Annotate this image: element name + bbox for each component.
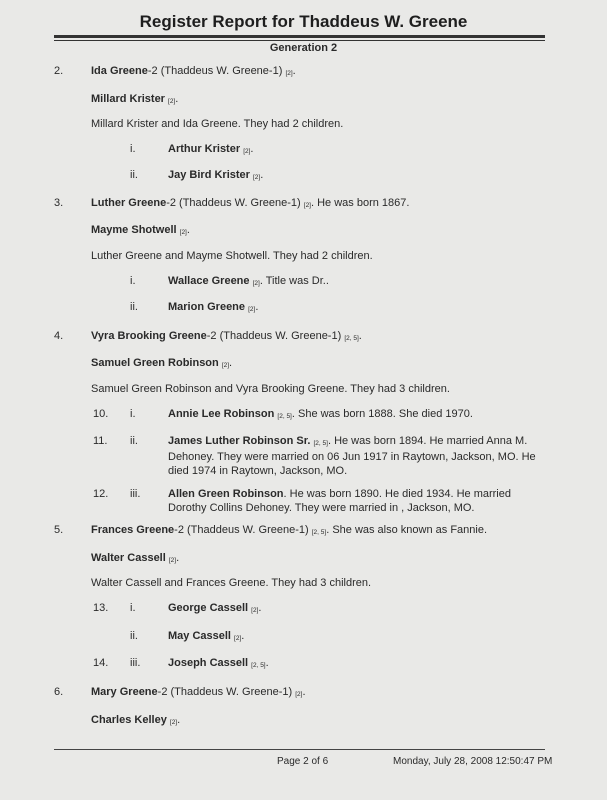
spouse-line: Samuel Green Robinson [2]. <box>91 357 233 369</box>
source-ref: [2] <box>221 362 230 369</box>
lineage: -2 (Thaddeus W. Greene-1) <box>157 686 293 698</box>
child-roman: ii. <box>130 169 138 181</box>
source-ref: [2, 5] <box>313 440 328 447</box>
child-number: 10. <box>93 408 109 420</box>
source-ref: [2] <box>303 202 311 209</box>
child-line: Jay Bird Krister [2]. <box>168 169 264 181</box>
entry-number: 6. <box>54 686 64 698</box>
child-name: Marion Greene <box>168 301 246 313</box>
entry-detail: . She was also known as Fannie. <box>326 524 488 536</box>
child-name: Annie Lee Robinson <box>168 408 275 420</box>
spouse-name: Mayme Shotwell <box>91 224 177 236</box>
spouse-name: Samuel Green Robinson <box>91 357 219 369</box>
report-timestamp: Monday, July 28, 2008 12:50:47 PM <box>393 756 553 767</box>
source-ref: [2, 5] <box>277 413 292 420</box>
lineage: -2 (Thaddeus W. Greene-1) <box>174 524 309 536</box>
child-line: George Cassell [2]. <box>168 602 262 614</box>
entry-detail: . He was born 1867. <box>311 197 410 209</box>
child-line: May Cassell [2]. <box>168 630 245 642</box>
footer-rule <box>54 749 545 750</box>
person-name: Mary Greene <box>91 686 158 698</box>
child-line: Wallace Greene [2]. Title was Dr.. <box>168 275 329 287</box>
child-name: Jay Bird Krister <box>168 169 250 181</box>
child-name: Allen Green Robinson <box>168 488 284 500</box>
child-roman: i. <box>130 602 136 614</box>
person-name: Ida Greene <box>91 65 148 77</box>
child-line: Marion Greene [2]. <box>168 301 259 313</box>
person-name: Vyra Brooking Greene <box>91 330 207 342</box>
family-line: Luther Greene and Mayme Shotwell. They had 2 children. <box>91 250 373 262</box>
source-ref: [2] <box>168 98 176 105</box>
child-name: Wallace Greene <box>168 275 250 287</box>
report-title: Register Report for Thaddeus W. Greene <box>139 12 468 31</box>
source-ref: [2] <box>169 719 178 726</box>
child-line: Annie Lee Robinson [2, 5]. She was born 1888. She died 1970. <box>168 408 473 420</box>
spouse-line: Charles Kelley [2]. <box>91 714 181 726</box>
title-rule-thick <box>54 35 545 38</box>
child-number: 12. <box>93 488 109 500</box>
source-ref: [2] <box>251 607 259 614</box>
family-line: Millard Krister and Ida Greene. They had 2 children. <box>91 118 344 130</box>
child-name: James Luther Robinson Sr. <box>168 435 311 447</box>
entry-line <box>91 685 306 701</box>
child-line: James Luther Robinson Sr. [2, 5]. He was born 1894. He married Anna M. Dehoney. They were married on 06 Jun 1917 in Raytown, Jackson, MO. He died 1974 in Raytown, Jackson, MO. <box>168 435 536 477</box>
child-line: Allen Green Robinson. He was born 1890. He died 1934. He married Dorothy Collins Dehoney. They were married in , Jackson, MO. <box>168 488 511 514</box>
child-roman: ii. <box>130 301 138 313</box>
child-name: Joseph Cassell <box>168 657 249 669</box>
spouse-name: Charles Kelley <box>91 714 167 726</box>
child-number: 13. <box>93 602 109 614</box>
child-roman: i. <box>130 408 136 420</box>
source-ref: [2] <box>295 691 303 698</box>
child-roman: iii. <box>130 657 141 669</box>
source-ref: [2] <box>243 148 251 155</box>
source-ref: [2, 5] <box>251 662 266 669</box>
entry-line <box>91 64 296 80</box>
lineage: -2 (Thaddeus W. Greene-1) <box>166 197 301 209</box>
child-roman: i. <box>130 143 136 155</box>
child-roman: i. <box>130 275 136 287</box>
entry-line <box>91 523 487 539</box>
spouse-line: Mayme Shotwell [2]. <box>91 224 190 236</box>
spouse-name: Millard Krister <box>91 93 165 105</box>
child-roman: ii. <box>130 435 138 447</box>
source-ref: [2, 5] <box>344 335 359 342</box>
child-line: Arthur Krister [2]. <box>168 143 254 155</box>
child-number: 14. <box>93 657 109 669</box>
child-name: George Cassell <box>168 602 249 614</box>
source-ref: [2] <box>252 280 260 287</box>
spouse-name: Walter Cassell <box>91 552 166 564</box>
child-roman: iii. <box>130 488 141 500</box>
entry-number: 4. <box>54 330 64 342</box>
source-ref: [2] <box>253 174 261 181</box>
entry-number: 3. <box>54 197 64 209</box>
child-line: Joseph Cassell [2, 5]. <box>168 657 269 669</box>
person-name: Luther Greene <box>91 197 167 209</box>
family-line: Walter Cassell and Frances Greene. They had 3 children. <box>91 577 372 589</box>
entry-detail: . <box>358 330 362 342</box>
title-rule-thin <box>54 40 545 41</box>
lineage: -2 (Thaddeus W. Greene-1) <box>147 65 283 77</box>
entry-detail: . <box>292 65 296 77</box>
family-line: Samuel Green Robinson and Vyra Brooking Greene. They had 3 children. <box>91 383 450 395</box>
child-number: 11. <box>93 435 108 447</box>
person-name: Frances Greene <box>91 524 175 536</box>
child-name: May Cassell <box>168 630 231 642</box>
spouse-line: Millard Krister [2]. <box>91 93 179 105</box>
source-ref: [2] <box>234 635 242 642</box>
source-ref: [2] <box>248 306 256 313</box>
generation-heading: Generation 2 <box>269 42 338 54</box>
child-name: Arthur Krister <box>168 143 241 155</box>
page-number: Page 2 of 6 <box>277 756 329 767</box>
source-ref: [2, 5] <box>311 529 327 536</box>
lineage: -2 (Thaddeus W. Greene-1) <box>206 330 342 342</box>
entry-number: 2. <box>54 65 64 77</box>
entry-line <box>91 329 362 345</box>
source-ref: [2] <box>285 70 293 77</box>
entry-line <box>91 196 409 212</box>
child-roman: ii. <box>130 630 138 642</box>
source-ref: [2] <box>168 557 177 564</box>
entry-number: 5. <box>54 524 64 536</box>
entry-detail: . <box>302 686 306 698</box>
source-ref: [2] <box>179 229 187 236</box>
spouse-line: Walter Cassell [2]. <box>91 552 180 564</box>
